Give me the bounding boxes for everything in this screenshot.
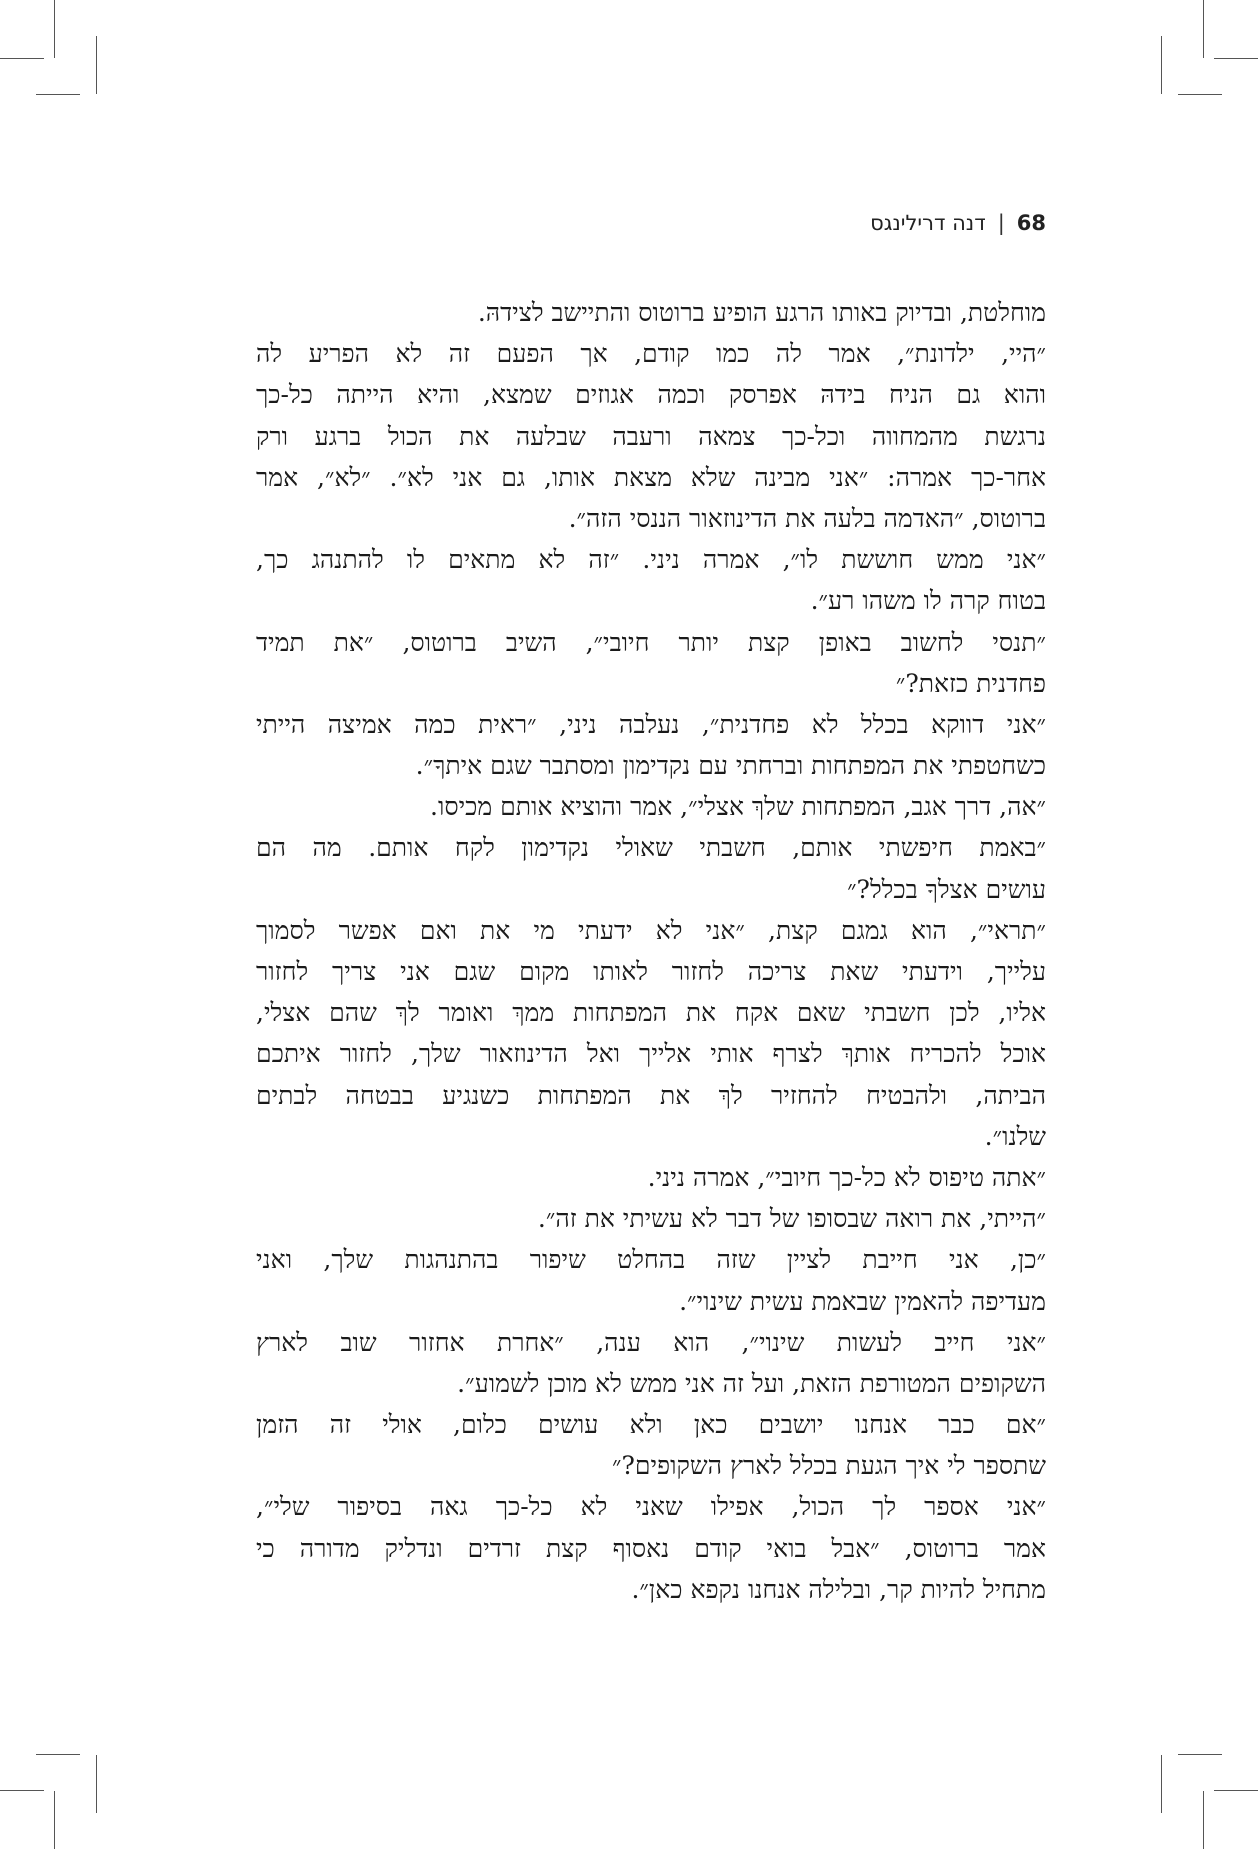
text-line: שתספר לי איך הגעת בכלל לארץ השקופים?״ (611, 1451, 1046, 1481)
text-line: ״אני ממש חוששת לו״, אמרה ניני. ״זה לא מתאים לו להתנהג כך, (256, 545, 1046, 575)
text-line: ״תראי״, הוא גמגם קצת, ״אני לא ידעתי מי את ואם אפשר לסמוך (256, 915, 1046, 945)
crop-mark-bottom-left-horizontal (0, 1790, 44, 1791)
crop-mark-bottom-right-horizontal-outer (1178, 1754, 1222, 1755)
text-line: ״אם כבר אנחנו יושבים כאן ולא עושים כלום, אולי זה הזמן (256, 1410, 1046, 1440)
text-line: הביתה, ולהבטיח להחזיר לךְ את המפתחות כשנגיע בבטחה לבתים (256, 1080, 1046, 1110)
crop-mark-top-right-horizontal-outer (1178, 94, 1222, 95)
text-line: השקופים המטורפת הזאת, ועל זה אני ממש לא מוכן לשמוע״. (457, 1368, 1046, 1398)
text-line: ״אני דווקא בכלל לא פחדנית״, נעלבה ניני, ״ראית כמה אמיצה הייתי (256, 709, 1046, 739)
crop-mark-bottom-left-vertical-inner (96, 1755, 97, 1813)
text-line: ״אתה טיפוס לא כל-כך חיובי״, אמרה ניני. (647, 1162, 1046, 1192)
text-line: ״היי, ילדונת״, אמר לה כמו קודם, אך הפעם זה לא הפריע לה (256, 339, 1046, 369)
text-line: ״כן, אני חייבת לציין שזה בהחלט שיפור בהתנהגות שלך, ואני (256, 1245, 1046, 1275)
crop-mark-top-left-horizontal-outer (36, 94, 80, 95)
text-line: ברוטוס, ״האדמה בלעה את הדינוזאור הננסי הזה״. (568, 503, 1046, 533)
text-line: ״אני חייב לעשות שינוי״, הוא ענה, ״אחרת אחזור שוב לארץ (256, 1327, 1046, 1357)
crop-mark-top-right-vertical-inner (1161, 36, 1162, 94)
crop-mark-top-right-horizontal (1214, 58, 1258, 59)
text-line: אליו, לכן חשבתי שאם אקח את המפתחות ממךְ ואומר לךְ שהם אצלי, (256, 998, 1046, 1028)
crop-mark-bottom-left-vertical (54, 1791, 55, 1849)
text-line: כשחטפתי את המפתחות וברחתי עם נקדימון ומסתבר שגם איתךָ״. (415, 751, 1046, 781)
text-line: והוא גם הניח בידהּ אפרסק וכמה אגוזים שמצא, והיא הייתה כל-כך (256, 380, 1046, 410)
text-line: אוכל להכריח אותךְ לצרף אותי אלייך ואל הדינוזאור שלך, לחזור איתכם (256, 1039, 1046, 1069)
crop-mark-bottom-right-vertical (1203, 1791, 1204, 1849)
text-line: אמר ברוטוס, ״אבל בואי קודם נאסוף קצת זרדים ונדליק מדורה כי (256, 1533, 1046, 1563)
text-line: ״אה, דרך אגב, המפתחות שלךְ אצלי״, אמר והוציא אותם מכיסו. (430, 792, 1046, 822)
text-line: מעדיפה להאמין שבאמת עשית שינוי״. (679, 1286, 1046, 1316)
text-line: ״תנסי לחשוב באופן קצת יותר חיובי״, השיב ברוטוס, ״את תמיד (256, 627, 1046, 657)
text-line: שלנו״. (984, 1121, 1046, 1151)
page-number: 68 (1016, 211, 1046, 235)
crop-mark-top-left-vertical (54, 0, 55, 58)
text-line: בטוח קרה לו משהו רע״. (810, 586, 1046, 616)
body-text (256, 292, 1046, 1610)
crop-mark-bottom-left-horizontal-outer (36, 1754, 80, 1755)
text-line: מוחלטת, ובדיוק באותו הרגע הופיע ברוטוס והתיישב לצידהּ. (477, 298, 1046, 327)
text-line: ״באמת חיפשתי אותם, חשבתי שאולי נקדימון לקח אותם. מה הם (256, 833, 1046, 863)
crop-mark-top-left-horizontal (0, 58, 44, 59)
text-line: עלייך, וידעתי שאת צריכה לחזור לאותו מקום שגם אני צריך לחזור (256, 957, 1046, 986)
running-head-separator: | (997, 211, 1005, 235)
crop-mark-top-right-vertical (1203, 0, 1204, 58)
crop-mark-top-left-vertical-inner (96, 36, 97, 94)
text-line: פחדנית כזאת?״ (895, 668, 1046, 698)
text-line: עושים אצלךָ בכלל?״ (847, 874, 1046, 904)
text-line: ״אני אספר לך הכול, אפילו שאני לא כל-כך גאה בסיפור שלי״, (256, 1492, 1046, 1522)
running-head-author: דנה דרילינגס (870, 211, 986, 235)
text-line: נרגשת מהמחווה וכל-כך צמאה ורעבה שבלעה את הכול ברגע ורק (256, 421, 1046, 451)
running-head (256, 208, 1046, 238)
crop-mark-bottom-right-horizontal (1214, 1790, 1258, 1791)
text-line: אחר-כך אמרה: ״אני מבינה שלא מצאת אותו, גם אני לא״. ״לא״, אמר (256, 462, 1046, 492)
text-line: ״הייתי, את רואה שבסופו של דבר לא עשיתי את זה״. (537, 1204, 1046, 1234)
text-line: מתחיל להיות קר, ובלילה אנחנו נקפא כאן״. (631, 1574, 1046, 1604)
crop-mark-bottom-right-vertical-inner (1161, 1755, 1162, 1813)
